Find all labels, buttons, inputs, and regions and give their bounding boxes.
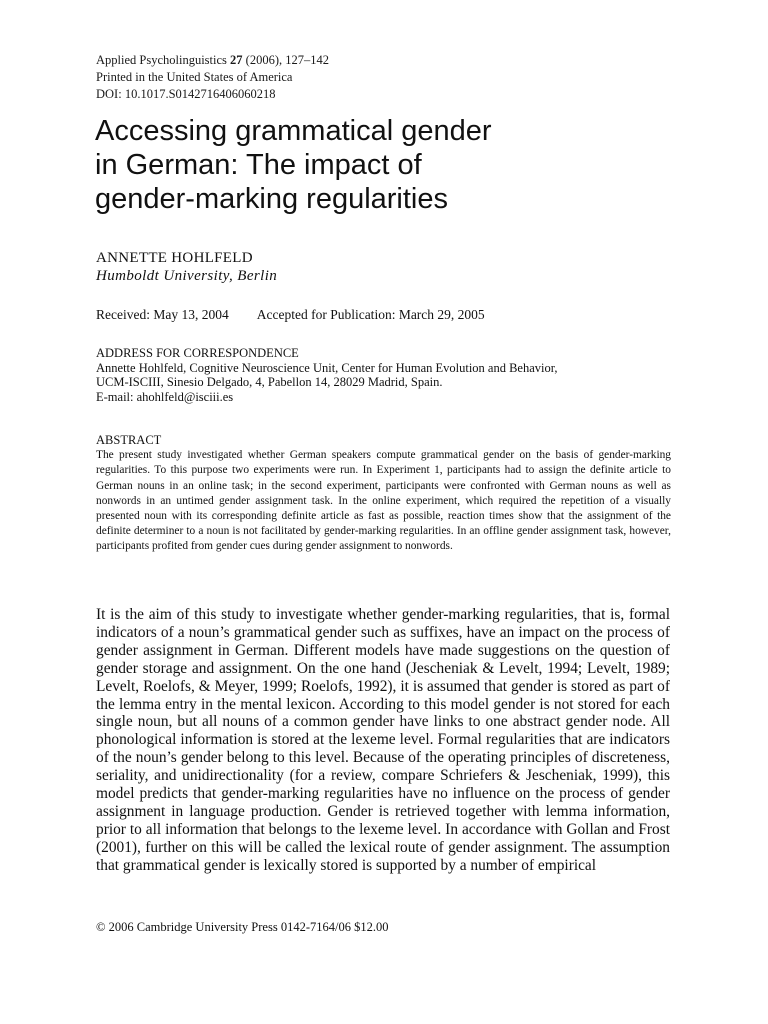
- journal-name: Applied Psycholinguistics: [96, 53, 227, 67]
- journal-volume: 27: [230, 53, 243, 67]
- body-paragraph: It is the aim of this study to investigate whether gender-marking regularities, that is, formal indicators of a noun’s grammatical gender such as suffixes, have an impact on the process of gender assignment in German. Different models have made suggestions on the question of gender storage and assignment. On the one hand (Jescheniak & Levelt, 1994; Levelt, 1989; Levelt, Roelofs, & Meyer, 1999; Roelofs, 1992), it is assumed that gender is stored as part of the lemma entry in the mental lexicon. According to this model gender is not stored for each single noun, but all nouns of a common gender have links to one abstract gender node. All phonological information is stored at the lexeme level. Formal regularities that are indicators of the noun’s gender belong to this level. Because of the operating principles of discreteness, seriality, and unidirectionality (for a review, compare Schriefers & Jescheniak, 1999), this model predicts that gender-marking regularities have no influence on the process of gender assignment in language production. Gender is retrieved together with lemma information, prior to all information that belongs to the lexeme level. In accordance with Gollan and Frost (2001), further on this will be called the lexical route of gender assignment. The assumption that grammatical gender is lexically stored is supported by a number of empirical: [96, 606, 670, 874]
- journal-citation: [96, 52, 329, 69]
- journal-header: [96, 52, 329, 103]
- title-line: Accessing grammatical gender: [95, 115, 492, 147]
- correspondence-address: [96, 346, 558, 404]
- address-line: Annette Hohlfeld, Cognitive Neuroscience Unit, Center for Human Evolution and Behavior,: [96, 360, 558, 375]
- author-name: ANNETTE HOHLFELD: [96, 250, 253, 266]
- doi: DOI: 10.1017.S0142716406060218: [96, 87, 276, 101]
- abstract-section: [96, 433, 671, 555]
- title-line: in German: The impact of: [95, 149, 422, 181]
- address-email: E-mail: ahohlfeld@isciii.es: [96, 389, 234, 404]
- received-date: Received: May 13, 2004: [96, 307, 229, 322]
- accepted-date: Accepted for Publication: March 29, 2005: [256, 307, 485, 322]
- abstract-heading: ABSTRACT: [96, 433, 162, 447]
- printed-location: Printed in the United States of America: [96, 70, 293, 84]
- author-block: [96, 249, 277, 285]
- address-line: UCM-ISCIII, Sinesio Delgado, 4, Pabellon 14, 28029 Madrid, Spain.: [96, 375, 443, 389]
- copyright-footer: © 2006 Cambridge University Press 0142-7164/06 $12.00: [96, 920, 389, 934]
- author-affiliation: Humboldt University, Berlin: [96, 268, 278, 284]
- article-title: [95, 114, 655, 216]
- title-line: gender-marking regularities: [95, 183, 448, 215]
- publication-dates: [96, 306, 485, 323]
- abstract-text: The present study investigated whether German speakers compute grammatical gender on the basis of gender-marking regularities. To this purpose two experiments were run. In Experiment 1, participants had to assign the definite article to German nouns in an online task; in the second experiment, participants were confronted with German nouns as well as nonwords in an untimed gender assignment task. In the online experiment, which required the repetition of a visually presented noun with its corresponding definite article as fast as possible, reaction times show that the assignment of the definite determiner to a noun is not facilitated by gender-marking regularities. In an offline gender assignment task, however, participants profited from gender cues during gender assignment to nonwords.: [96, 449, 671, 553]
- address-heading: ADDRESS FOR CORRESPONDENCE: [96, 346, 299, 360]
- journal-issue-pages: (2006), 127–142: [245, 53, 329, 67]
